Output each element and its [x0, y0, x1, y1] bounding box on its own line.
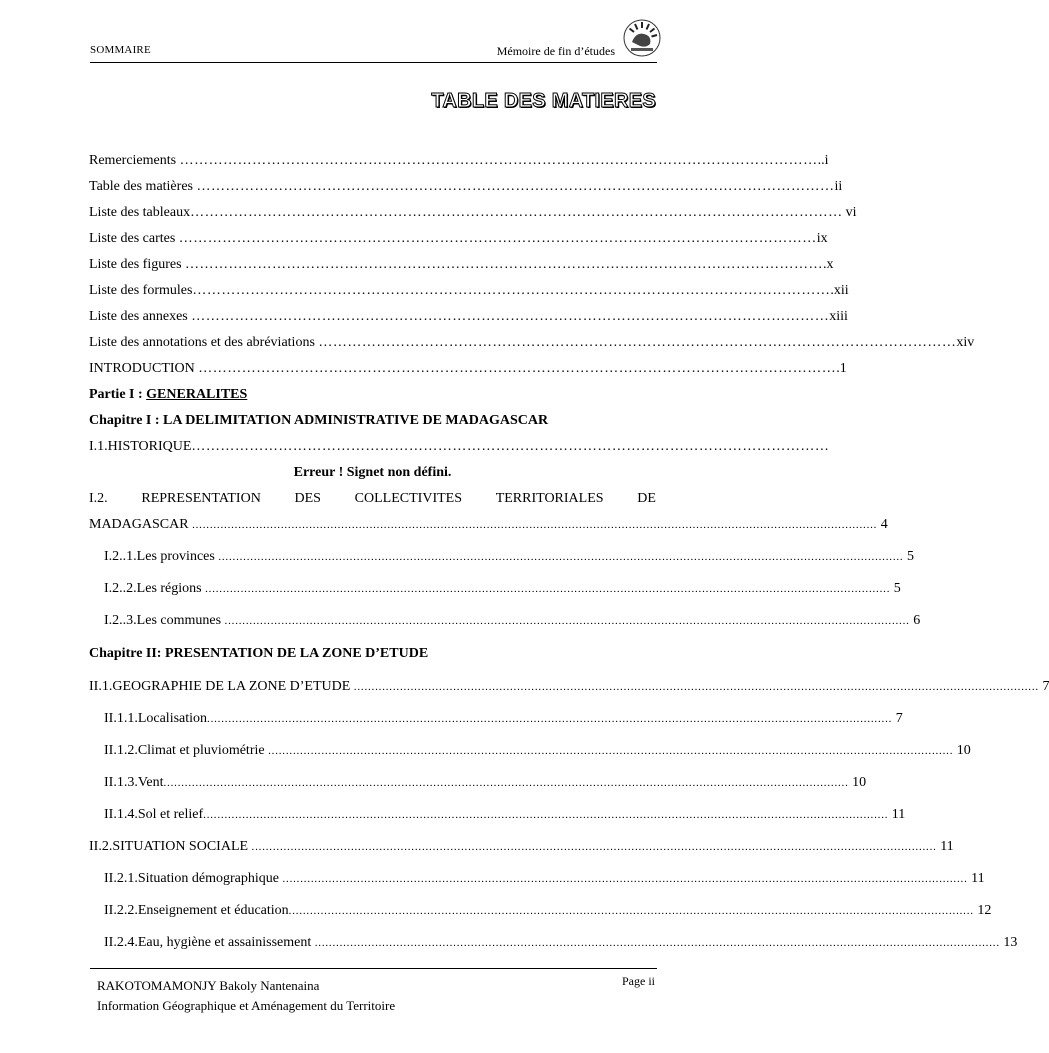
- toc-entry-label: HISTORIQUE: [107, 439, 192, 454]
- toc-entry-number: II.2.2.: [104, 903, 138, 918]
- toc-leader: .................................................................................................................................................................................................: [268, 745, 954, 757]
- toc-entry-localisation[interactable]: [104, 711, 903, 727]
- toc-entry-page: 6: [913, 613, 921, 628]
- toc-entry-provinces[interactable]: [104, 549, 914, 565]
- toc-entry-number: II.2.4.: [104, 935, 138, 950]
- toc-entry-liste-cartes[interactable]: [89, 231, 828, 247]
- footer-page-number: Page ii: [622, 974, 655, 988]
- toc-entry-word: TERRITORIALES: [495, 491, 604, 506]
- toc-leader: ……………………………………………………………………………………………………………………: [190, 205, 829, 220]
- toc-entry-sol-relief[interactable]: [104, 807, 906, 823]
- footer-rule: [90, 968, 657, 969]
- toc-entry-page: ix: [816, 231, 828, 246]
- toc-entry-word: DE: [637, 491, 656, 506]
- toc-entry-geographie[interactable]: [89, 679, 1049, 695]
- toc-entry-page: 13: [1003, 935, 1018, 950]
- toc-leader: ……………………………………………………………………………………………………………………: [196, 179, 835, 194]
- toc-leader: ……………………………………………………………………………………………………………………: [178, 231, 817, 246]
- toc-leader: ……………………………………………………………………………………………………………………: [191, 309, 830, 324]
- toc-entry-label: Enseignement et éducation: [137, 903, 289, 918]
- toc-entry-label: INTRODUCTION: [89, 361, 195, 376]
- toc-leader: .................................................................................................................................................................................................: [251, 841, 937, 853]
- toc-entry-label: Les régions: [136, 581, 202, 596]
- toc-entry-historique[interactable]: [89, 439, 830, 455]
- toc-entry-label: Table des matières: [89, 179, 193, 194]
- toc-entry-number: II.1.3.: [104, 775, 138, 790]
- header-section-label: SOMMAIRE: [90, 44, 151, 56]
- toc-entry-page: ii: [834, 179, 843, 194]
- header-rule: [90, 62, 657, 63]
- toc-leader: .................................................................................................................................................................................................: [203, 809, 889, 821]
- toc-entry-liste-annotations[interactable]: [89, 335, 975, 351]
- toc-entry-page: 11: [891, 807, 906, 822]
- toc-leader: .................................................................................................................................................................................................: [207, 713, 893, 725]
- toc-entry-number: I.2..3.: [104, 613, 137, 628]
- toc-entry-label: Liste des annexes: [89, 309, 188, 324]
- toc-entry-label: Liste des cartes: [89, 231, 176, 246]
- toc-part-title: GENERALITES: [146, 387, 248, 402]
- toc-entry-representation-cont[interactable]: [89, 517, 888, 533]
- toc-entry-liste-figures[interactable]: [89, 257, 834, 273]
- toc-entry-page: 7: [1042, 679, 1049, 694]
- toc-entry-label: Liste des figures: [89, 257, 182, 272]
- toc-entry-page: … vi: [828, 205, 857, 220]
- toc-entry-vent[interactable]: [104, 775, 867, 791]
- toc-leader: .................................................................................................................................................................................................: [218, 551, 904, 563]
- toc-entry-introduction[interactable]: [89, 361, 847, 377]
- toc-entry-label: Sol et relief: [137, 807, 204, 822]
- toc-entry-label: Situation démographique: [137, 871, 279, 886]
- toc-entry-page: .x: [823, 257, 834, 272]
- toc-entry-page: .1: [836, 361, 847, 376]
- toc-entry-page: 12: [977, 903, 992, 918]
- toc-entry-label: SITUATION SOCIALE: [112, 839, 249, 854]
- footer-program: Information Géographique et Aménagement du Territoire: [97, 998, 396, 1013]
- toc-leader: .................................................................................................................................................................................................: [163, 777, 849, 789]
- toc-leader: .................................................................................................................................................................................................: [282, 873, 968, 885]
- toc-entry-table-des-matieres[interactable]: [89, 179, 843, 195]
- toc-entry-number: II.2.1.: [104, 871, 138, 886]
- toc-leader: ……………………………………………………………………………………………………………………: [179, 153, 818, 168]
- toc-entry-demographie[interactable]: [104, 871, 985, 887]
- toc-entry-label: Liste des annotations et des abréviations: [89, 335, 315, 350]
- toc-entry-label: Liste des formules: [89, 283, 193, 298]
- toc-entry-page: 10: [852, 775, 867, 790]
- toc-leader: ……………………………………………………………………………………………………………………: [192, 283, 831, 298]
- toc-entry-label: Localisation: [137, 711, 208, 726]
- toc-entry-label: MADAGASCAR: [89, 517, 189, 532]
- toc-entry-label: Climat et pluviométrie: [137, 743, 265, 758]
- footer-author: RAKOTOMAMONJY Bakoly Nantenaina: [97, 978, 320, 993]
- toc-entry-number: I.2..1.: [104, 549, 137, 564]
- toc-leader: .................................................................................................................................................................................................: [224, 615, 910, 627]
- toc-entry-page: 11: [940, 839, 954, 854]
- toc-entry-label: Les communes: [136, 613, 222, 628]
- toc-leader: ……………………………………………………………………………………………………………………: [318, 335, 957, 350]
- toc-entry-page: ..i: [817, 153, 829, 168]
- toc-entry-representation[interactable]: [89, 491, 656, 507]
- toc-entry-word: DES: [294, 491, 321, 506]
- toc-entry-page: 5: [893, 581, 901, 596]
- toc-entry-number: I.1.: [89, 439, 108, 454]
- toc-entry-remerciements[interactable]: [89, 153, 829, 169]
- toc-entry-regions[interactable]: [104, 581, 901, 597]
- toc-entry-situation-sociale[interactable]: [89, 839, 954, 855]
- toc-entry-label: GEOGRAPHIE DE LA ZONE D’ETUDE: [112, 679, 351, 694]
- toc-part-heading[interactable]: [89, 387, 656, 403]
- toc-entry-liste-tableaux[interactable]: [89, 205, 857, 221]
- toc-entry-label: Eau, hygiène et assainissement: [137, 935, 312, 950]
- toc-chapter-heading[interactable]: Chapitre I : LA DELIMITATION ADMINISTRATIVE DE MADAGASCAR: [89, 413, 549, 428]
- toc-entry-number: II.1.2.: [104, 743, 138, 758]
- toc-entry-label: Les provinces: [136, 549, 215, 564]
- toc-error-message: Erreur ! Signet non défini.: [293, 465, 452, 480]
- toc-entry-liste-formules[interactable]: [89, 283, 849, 299]
- toc-entry-page: 4: [880, 517, 888, 532]
- toc-entry-page: 10: [956, 743, 971, 758]
- toc-entry-page: 11: [971, 871, 985, 886]
- toc-entry-number: II.1.4.: [104, 807, 138, 822]
- toc-entry-communes[interactable]: [104, 613, 921, 629]
- toc-chapter-heading[interactable]: Chapitre II: PRESENTATION DE LA ZONE D’ETUDE: [89, 646, 429, 661]
- toc-leader: ……………………………………………………………………………………………………………………: [198, 361, 837, 376]
- toc-entry-label: Liste des tableaux: [89, 205, 191, 220]
- toc-entry-climat[interactable]: [104, 743, 971, 759]
- toc-entry-number: II.2.: [89, 839, 113, 854]
- institution-logo-icon: [622, 18, 662, 58]
- toc-leader: .................................................................................................................................................................................................: [288, 905, 974, 917]
- toc-part-prefix: Partie I :: [89, 387, 143, 402]
- toc-entry-number: II.1.: [89, 679, 113, 694]
- toc-entry-page: .xii: [830, 283, 849, 298]
- toc-entry-label: Vent: [137, 775, 164, 790]
- toc-entry-eau-hygiene[interactable]: [104, 935, 1018, 951]
- toc-entry-number: I.2.: [89, 491, 108, 506]
- toc-leader: .................................................................................................................................................................................................: [314, 937, 1000, 949]
- toc-entry-page: xiv: [956, 335, 975, 350]
- toc-entry-label: Remerciements: [89, 153, 177, 168]
- page-title: TABLE DES MATIERES: [431, 90, 656, 112]
- toc-leader: .................................................................................................................................................................................................: [353, 681, 1039, 693]
- toc-entry-page: 5: [906, 549, 914, 564]
- toc-entry-word: COLLECTIVITES: [354, 491, 462, 506]
- toc-entry-enseignement[interactable]: [104, 903, 992, 919]
- toc-leader: ……………………………………………………………………………………………………………………: [191, 439, 830, 454]
- toc-entry-liste-annexes[interactable]: [89, 309, 848, 325]
- toc-entry-word: REPRESENTATION: [141, 491, 261, 506]
- toc-entry-number: I.2..2.: [104, 581, 137, 596]
- header-document-type: Mémoire de fin d’études: [496, 44, 615, 58]
- toc-leader: .................................................................................................................................................................................................: [205, 583, 891, 595]
- toc-entry-number: II.1.1.: [104, 711, 138, 726]
- toc-entry-page: 7: [895, 711, 903, 726]
- toc-leader: .................................................................................................................................................................................................: [192, 519, 878, 531]
- toc-leader: ……………………………………………………………………………………………………………………: [185, 257, 824, 272]
- toc-entry-page: xiii: [829, 309, 848, 324]
